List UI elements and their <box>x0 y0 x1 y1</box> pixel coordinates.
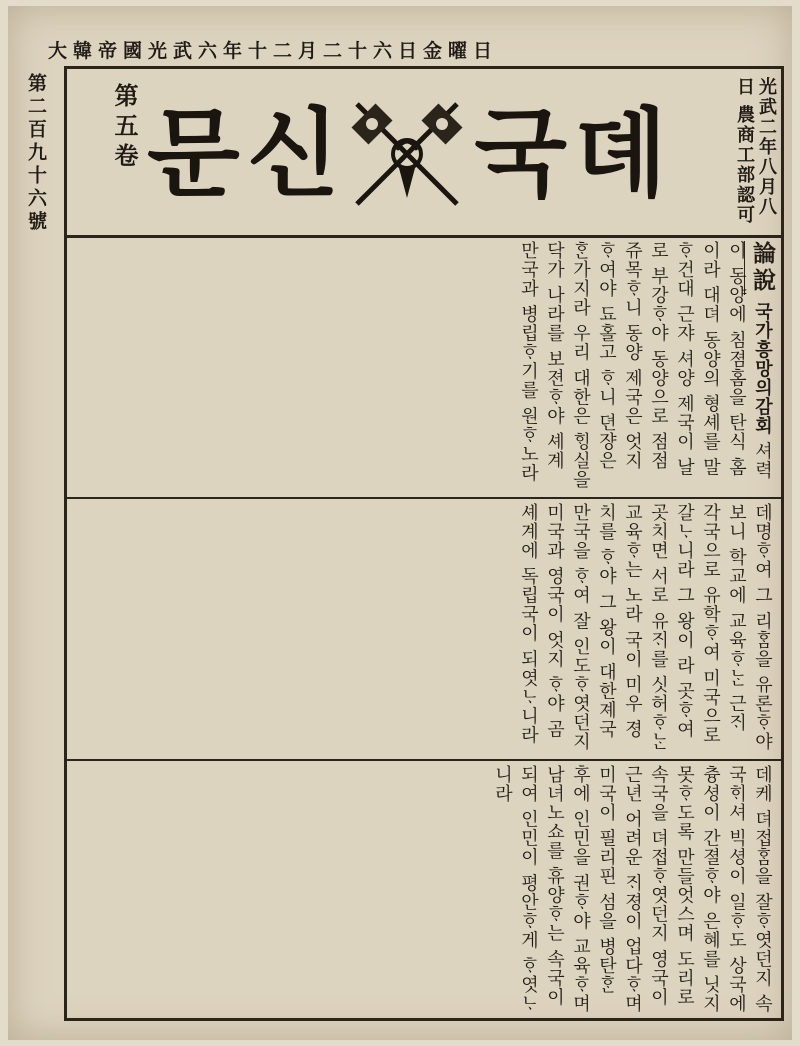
permit-notice: 光武二年八月八日 農商工部認可 <box>734 77 777 226</box>
dateline-text: 大韓帝國光武六年十二月二十六日金曜日 <box>48 39 499 62</box>
text-block-middle <box>67 497 781 759</box>
crossed-flags-emblem-icon <box>347 94 467 214</box>
block-text-3: 데케 뎌접ᄒᆞᆷ을 잘ᄒᆞ엿던지 속국ᄒᆡ셔 빅셩이 일ᄒᆞ도 상국에 츙셩이 간졀ᄒᆞ야 은혜를 닛지 못ᄒᆞ도록 만들엇스며 도리로 속국을 뎌접ᄒᆞ엿던지 영국이 근년 어려운 ᄌᆡ졍이 업다ᄒᆞ며 미국이 필리핀 섬을 병탄ᄒᆞᆫ 후에 인민을 권ᄒᆞ야 교육ᄒᆞ며 남녀노쇼를 휴양ᄒᆞ는 속국이 되여 인민이 평안ᄒᆞ게 ᄒᆞ엿ᄂᆞ니라 <box>492 765 773 1014</box>
article-body <box>67 235 781 1021</box>
newspaper-page <box>8 6 792 1040</box>
dateline <box>48 36 772 62</box>
volume-label: 第五卷 <box>110 83 139 173</box>
block-text-2: 데명ᄒᆞ여 그 리ᄒᆞᆷ을 유론ᄒᆞ야 보니 학교에 교육ᄒᆞᄂᆞᆫ 근ᄌᆡ 각국으로 유학ᄒᆞ여 미국으로 갈ᄂᆞ니라 그 왕이 라 곳ᄒᆞ여 곳치면 서로 유ᄌᆡ를 싯허ᄒᆞᄂᆞᆫ 교육ᄒᆞ는 노라 국이 미우 졍치를 ᄒᆞ야 그 왕이 대한졔국 만국을 ᄒᆞ여 잘 인도ᄒᆞ엿던지 미국과 영국이 엇지 ᄒᆞ야 곰 셰계에 독립국이 되엿ᄂᆞ니라 <box>518 503 773 752</box>
title-char-1: 뎨 <box>574 98 667 210</box>
title-char-2: 국 <box>474 98 567 210</box>
text-block-bottom <box>67 759 781 1021</box>
title-char-3: 신 <box>247 98 340 210</box>
article-title: 국가흥망의감회 <box>752 301 773 435</box>
issue-number: 第二百九十六號 <box>25 73 47 234</box>
block-text-1: 셔력이 동양에 침졈홈을 탄식 홈이라 대뎌 동양의 형셰를 말ᄒᆞ건대 근쟈 셔양 제국이 날로 부강ᄒᆞ야 동양으로 점점 쥬목ᄒᆞ니 동양 제국은 엇지 ᄒᆞ여야 됴홀고 ᄒᆞ니 뎐쟝은 ᄒᆞᆫ가지라 우리 대한은 ᄒᆡᆼ실을 닥가 나라를 보젼ᄒᆞ야 셰계 만국과 병립ᄒᆞ기를 원ᄒᆞ노라 <box>518 241 773 490</box>
newspaper-title <box>147 89 667 219</box>
text-block-top <box>67 235 781 497</box>
title-char-4: 문 <box>147 98 240 210</box>
masthead <box>25 69 781 238</box>
section-heading: 論說 <box>744 241 776 295</box>
page-frame <box>25 66 784 1021</box>
